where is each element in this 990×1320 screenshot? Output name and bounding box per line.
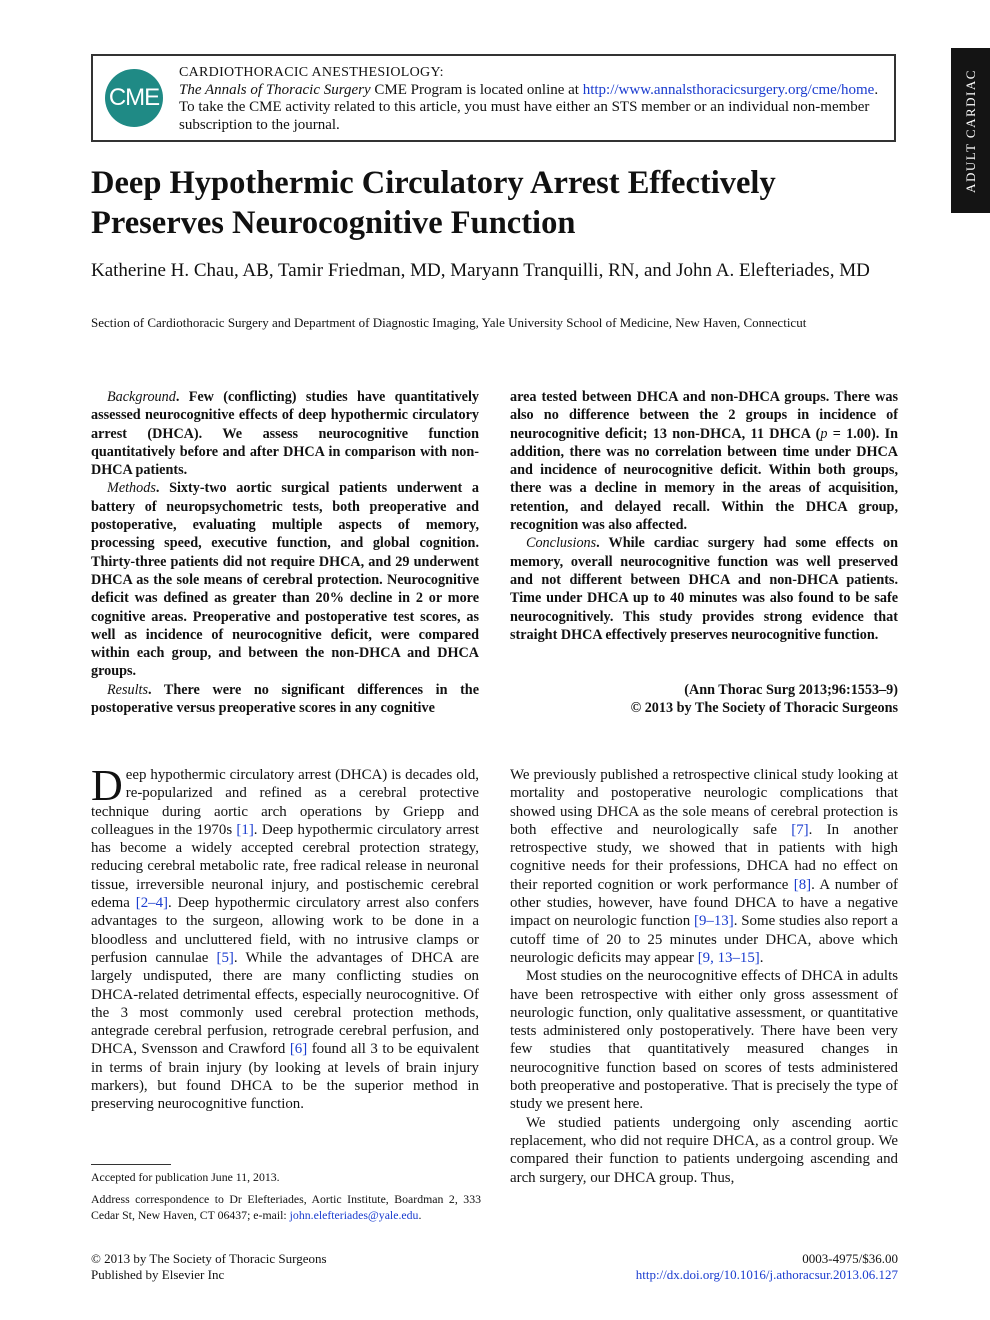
author-affiliation: Section of Cardiothoracic Surgery and Department of Diagnostic Imaging, Yale University School of Medicine, New Haven, Connecticut — [91, 315, 807, 330]
footnote-accepted: Accepted for publication June 11, 2013. — [91, 1170, 280, 1184]
abstract-methods-label: Methods — [107, 480, 156, 497]
abstract-background-label: Background — [107, 389, 176, 405]
drop-cap: D — [91, 761, 123, 810]
body-text: . — [759, 949, 764, 966]
journal-citation: (Ann Thorac Surg 2013;96:1553–9) — [684, 682, 898, 698]
author-email-link[interactable]: john.elefteriades@yale.edu — [289, 1208, 419, 1222]
abstract-conclusions — [510, 534, 898, 644]
body-text: We previously published a retrospective clinical study looking at mortality and postoperative neurologic complications that showed using DHCA as the sole means of cerebral protection is both effective and neurologically safe — [510, 767, 898, 838]
cme-journal-name: The Annals of Thoracic Surgery — [179, 81, 371, 98]
abstract-results-continued — [510, 388, 898, 534]
cme-text-2: . To take the CME activity related to this article, you must have either an STS member or an individual non-member subscription to the journal. — [179, 81, 879, 133]
footnote-address — [91, 1191, 481, 1223]
citation-block — [560, 681, 898, 718]
abstract-right-column — [510, 388, 898, 644]
footnote-address-text: Address correspondence to Dr Elefteriades, Aortic Institute, Boardman 2, 333 Cedar St, New Haven, CT 06437; e-mail: — [91, 1192, 481, 1222]
abstract-methods — [91, 479, 479, 680]
body-text: . Deep hypothermic circulatory arrest has become a widely accepted cerebral protection strategy, reducing cerebral metabolic rate, free radical release in neuronal tissue, irreversible neuronal injury, and postischemic cerebral edema — [91, 821, 479, 912]
body-left-column — [91, 761, 480, 1114]
abstract-background — [91, 388, 479, 479]
body-paragraph-3: Most studies on the neurocognitive effects of DHCA in adults have been retrospective with either only gross assessment of neurologic function, only qualitative assessment, or quantitative tests administered only postoperatively. There have been very few studies that quantitatively measured changes in neurocognitive function based on scores of tests administered both preoperative and postoperative. That is precisely the type of study we present here. — [510, 968, 898, 1113]
footnote-address-end: . — [418, 1208, 422, 1222]
cme-text-1: CME Program is located online at — [370, 81, 583, 98]
article-authors: Katherine H. Chau, AB, Tamir Friedman, MD, Maryann Tranquilli, RN, and John A. Elefteriades, MD — [91, 260, 870, 281]
reference-link[interactable]: [5] — [216, 949, 234, 966]
abstract-results — [91, 681, 479, 718]
abstract-conclusions-label: Conclusions — [526, 535, 597, 552]
body-paragraph-4: We studied patients undergoing only ascending aortic replacement, who did not require DHCA, as a control group. We compared their function to patients undergoing ascending and arch surgery, our DHCA group. Thus, — [510, 1114, 898, 1186]
body-text: . Some studies also report a cutoff time of 20 to 25 minutes under DHCA, above which neurologic deficits may appear — [510, 913, 898, 966]
body-text: . A number of other studies, however, have found DHCA to have a negative impact on neurologic function — [510, 876, 899, 930]
abstract-copyright: © 2013 by The Society of Thoracic Surgeons — [630, 700, 898, 717]
abstract-results-label: Results — [107, 681, 148, 698]
section-side-tab-label: ADULT CARDIAC — [962, 68, 978, 193]
reference-link[interactable]: [2–4] — [135, 895, 168, 912]
cme-logo: CME — [105, 69, 163, 127]
footer-issn: 0003-4975/$36.00 — [802, 1251, 898, 1266]
abstract-conclusions-text: . While cardiac surgery had some effects on memory, overall neurocognitive function was well preserved and not different between DHCA and non-DHCA patients. Time under DHCA up to 40 minutes was also found to be safe neurocognitively. This study provides strong evidence that straight DHCA effectively preserves neurocognitive function. — [510, 535, 898, 643]
article-title: Deep Hypothermic Circulatory Arrest Effectively Preserves Neurocognitive Function — [91, 165, 776, 241]
reference-link[interactable]: [1] — [236, 821, 254, 838]
reference-link[interactable]: [9, 13–15] — [697, 949, 760, 966]
abstract-results-p: p — [820, 425, 828, 442]
body-text: . In another retrospective study, we showed that in patients with high cognitive needs for their professions, DHCA had no effect on their reported cognition or work performance — [510, 821, 898, 893]
abstract-methods-text: . Sixty-two aortic surgical patients underwent a battery of neuropsychometric tests, both preoperative and postoperative, evaluating multiple aspects of memory, processing speed, executive function, and global cognition. Thirty-three patients did not require DHCA, and 29 underwent DHCA as the sole means of cerebral protection. Neurocognitive deficit was defined as greater than 20% decline in 2 or more cognitive areas. Preoperative and postoperative test scores, as well as incidence of neurocognitive deficit, were compared within each group, and between the non-DHCA and DHCA groups. — [91, 480, 479, 680]
body-text: . While the advantages of DHCA are largely undisputed, there are many conflicting studies on DHCA-related detrimental effects, especially neurocognitive. Of the 3 most commonly used cerebral protection methods, antegrade cerebral perfusion, retrograde cerebral perfusion, and DHCA, Svensson and Crawford — [91, 949, 479, 1058]
section-side-tab — [951, 48, 990, 213]
footer-copyright: © 2013 by The Society of Thoracic Surgeons — [91, 1251, 327, 1266]
footnote-rule — [91, 1164, 171, 1165]
body-paragraph-1 — [91, 761, 480, 1114]
reference-link[interactable]: [8] — [793, 876, 812, 893]
abstract-results-text-3: = 1.00). In addition, there was no correlation between time under DHCA and incidence of neurocognitive deficit. Within both groups, there was a decline in memory in the areas of acquisition, retention, and delayed recall. Within the DHCA group, recognition was also affected. — [510, 425, 898, 534]
cme-link[interactable]: http://www.annalsthoracicsurgery.org/cme/home — [582, 81, 875, 98]
body-text: eep hypothermic circulatory arrest (DHCA) is decades old, re-popularized and refined as a cerebral protective technique during aortic arch operations by Griepp and colleagues in the 1970s — [91, 767, 479, 838]
body-text: . Deep hypothermic circulatory arrest also confers advantages to the surgeon, allowing work to be done in a bloodless and uncluttered field, with no intrusive clamps or perfusion cannulae — [91, 895, 480, 966]
cme-notice-box — [91, 54, 896, 142]
abstract-results-text-2: area tested between DHCA and non-DHCA groups. There was also no difference between the 2 groups in incidence of neurocognitive deficit; 13 non-DHCA, 11 DHCA ( — [510, 389, 898, 442]
abstract-left-column — [91, 388, 479, 717]
abstract-background-text: . Few (conflicting) studies have quantitatively assessed neurocognitive effects of deep hypothermic circulatory arrest (DHCA). We assess neurocognitive function quantitatively before and after DHCA in comparison with non-DHCA patients. — [91, 389, 479, 479]
cme-heading: CARDIOTHORACIC ANESTHESIOLOGY: — [179, 65, 444, 80]
footer-right — [636, 1251, 898, 1282]
cme-text — [179, 64, 884, 134]
body-right-column — [510, 766, 898, 1187]
cme-description — [179, 82, 884, 135]
body-paragraph-2 — [510, 766, 898, 967]
body-text: found all 3 to be equivalent in terms of brain injury (by looking at levels of brain injury markers), but found DHCA to be the superior method in preserving neurocognitive function. — [91, 1041, 480, 1113]
reference-link[interactable]: [6] — [289, 1041, 308, 1058]
doi-link[interactable]: http://dx.doi.org/10.1016/j.athoracsur.2013.06.127 — [635, 1266, 898, 1282]
abstract-results-text-1: . There were no significant differences in the postoperative versus preoperative scores in any cognitive — [91, 681, 479, 717]
reference-link[interactable]: [7] — [791, 821, 809, 838]
reference-link[interactable]: [9–13] — [694, 913, 734, 930]
footer-left — [91, 1251, 327, 1282]
footer-publisher: Published by Elsevier Inc — [91, 1266, 225, 1282]
